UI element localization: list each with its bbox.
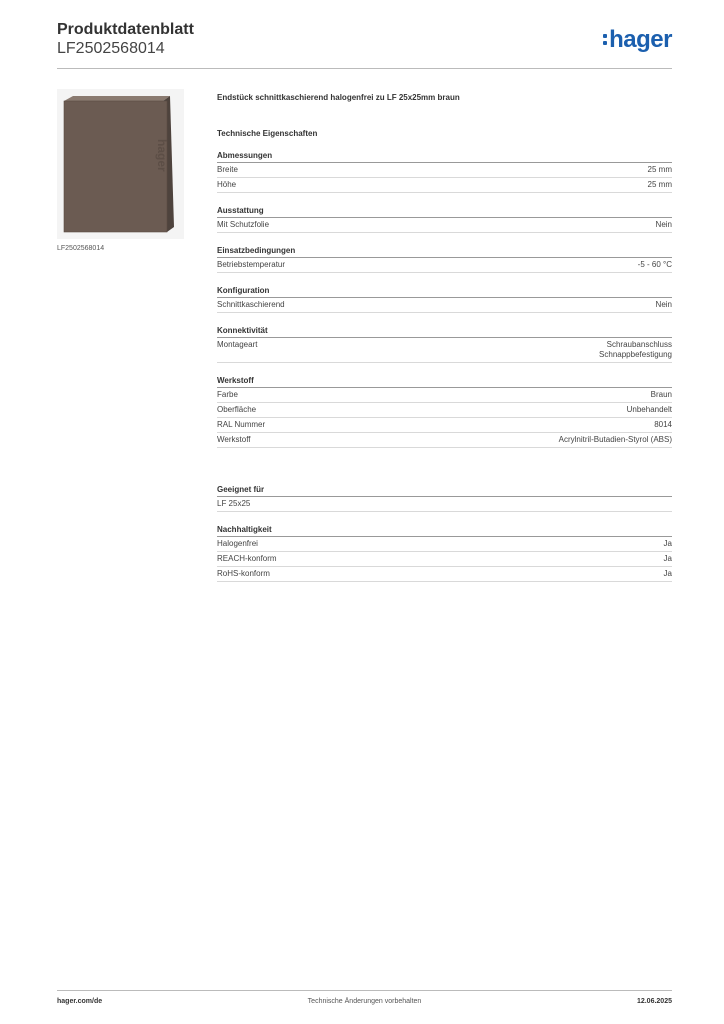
property-label: Farbe [217,390,238,399]
property-value-line: Ja [663,539,672,548]
property-value [648,180,672,190]
property-value [599,340,672,360]
property-row [217,178,672,193]
property-value-line: 25 mm [647,165,672,174]
property-value-line: -5 - 60 °C [637,260,672,269]
section [217,151,672,193]
header-divider [57,68,672,69]
page-header [57,20,672,70]
property-label: Oberfläche [217,405,257,414]
product-description: Endstück schnittkaschierend halogenfrei zu LF 25x25mm braun [217,93,460,102]
section-title: Nachhaltigkeit [217,525,672,537]
property-value [559,435,672,445]
property-value [656,220,672,230]
property-label: REACH-konform [217,554,277,563]
property-label: Werkstoff [217,435,251,444]
property-label: Betriebstemperatur [217,260,286,269]
property-value [627,405,672,415]
page-title: Produktdatenblatt [57,21,194,38]
section-title: Abmessungen [217,151,672,163]
property-value [654,420,672,430]
section-title: Einsatzbedingungen [217,246,672,258]
property-value-line: Nein [655,300,672,309]
footer-divider [57,990,672,991]
property-row [217,537,672,552]
main-content [217,93,672,582]
property-label: Schnittkaschierend [217,300,285,309]
property-value-line: Acrylnitril-Butadien-Styrol (ABS) [558,435,672,444]
property-value [664,554,672,564]
properties-sections [217,151,672,582]
footer-date: 12.06.2025 [636,998,672,1005]
property-label: Mit Schutzfolie [217,220,270,229]
section-title: Werkstoff [217,376,672,388]
property-value [664,539,672,549]
property-value-line: Unbehandelt [626,405,672,414]
property-row [217,218,672,233]
property-label: Halogenfrei [217,539,258,548]
product-number: LF2502568014 [57,40,165,57]
section [217,326,672,363]
section [217,525,672,582]
product-photo-end-cap-icon [57,89,184,239]
section [217,485,672,512]
property-value-line: Ja [663,569,672,578]
property-row [217,258,672,273]
footer-note: Technische Änderungen vorbehalten [307,998,422,1005]
property-row [217,418,672,433]
property-row [217,403,672,418]
section-title: Konfiguration [217,286,672,298]
section [217,246,672,273]
property-row [217,552,672,567]
property-value-line: 8014 [654,420,672,429]
product-photo [57,89,184,239]
property-label: LF 25x25 [217,499,251,508]
property-value [648,165,672,175]
property-row [217,388,672,403]
property-label: Breite [217,165,238,174]
section [217,286,672,313]
property-label: Höhe [217,180,237,189]
property-row [217,433,672,448]
properties-title: Technische Eigenschaften [217,129,318,138]
hager-logo [603,26,672,54]
section-title: Ausstattung [217,206,672,218]
section [217,206,672,233]
property-row [217,298,672,313]
section-title: Konnektivität [217,326,672,338]
footer-website: hager.com/de [57,998,103,1005]
property-label: RoHS-konform [217,569,270,578]
property-value [638,260,672,270]
property-row [217,567,672,582]
logo-text: hager [609,26,672,53]
property-value [664,569,672,579]
property-value-line: Schraubanschluss [606,340,672,349]
property-row [217,497,672,512]
logo-dots-icon [603,34,608,48]
property-value [651,390,672,400]
property-value-line: Nein [655,220,672,229]
property-value [656,300,672,310]
property-label: RAL Nummer [217,420,266,429]
property-value-line: Braun [650,390,672,399]
property-value-line: 25 mm [647,180,672,189]
property-row [217,163,672,178]
embossed-logo-text: hager [155,139,169,172]
section-title: Geeignet für [217,485,672,497]
property-value-line: Ja [663,554,672,563]
property-value-line: Schnappbefestigung [599,350,672,359]
property-label: Montageart [217,340,258,349]
property-row [217,338,672,363]
section [217,376,672,448]
photo-caption: LF2502568014 [57,245,105,252]
